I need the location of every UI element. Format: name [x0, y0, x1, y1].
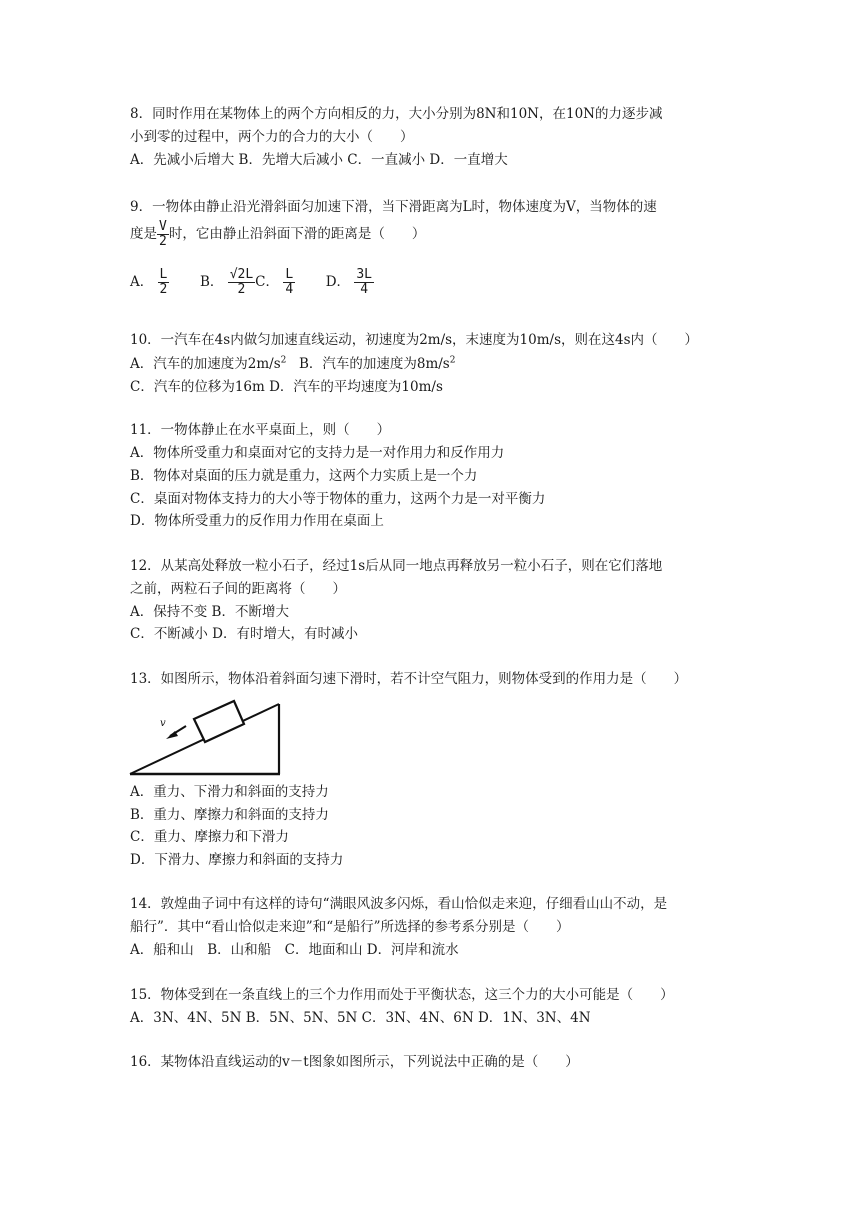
- q14-line-2: 船行”．其中“看山恰似走来迎”和“是船行”所选择的参考系分别是（ ）: [130, 919, 570, 935]
- q12-line-4: C．不断减小 D．有时增大，有时减小: [130, 626, 358, 642]
- q10-option-b-sup: 2: [449, 355, 456, 366]
- q8-line-1: 8．同时作用在某物体上的两个方向相反的力，大小分别为8N和10N，在10N的力逐步减: [130, 106, 663, 122]
- q9-option-d-fraction: [354, 268, 374, 297]
- incline-diagram: [128, 698, 284, 778]
- q9-option-b-num: √2L: [229, 267, 254, 282]
- q9-option-d-label: D．: [325, 274, 351, 290]
- q9-line-2-post: 时，它由静止沿斜面下滑的距离是（ ）: [168, 226, 426, 242]
- q9-frac-num: V: [159, 219, 167, 234]
- q11-option-b: B．物体对桌面的压力就是重力，这两个力实质上是一个力: [130, 468, 478, 484]
- q9-option-c-fraction: [283, 268, 295, 297]
- q9-option-c-den: 4: [285, 282, 294, 297]
- q10-line-3: C．汽车的位移为16m D．汽车的平均速度为10m/s: [130, 379, 443, 395]
- q12-line-2: 之前，两粒石子间的距离将（ ）: [130, 581, 346, 597]
- q8-options: A．先减小后增大 B．先增大后减小 C．一直减小 D．一直增大: [130, 152, 508, 168]
- q13-line-1: 13．如图所示，物体沿着斜面匀速下滑时，若不计空气阻力，则物体受到的作用力是（ ）: [130, 671, 688, 687]
- q9-option-a-den: 2: [159, 282, 168, 297]
- q10-option-a-sup: 2: [280, 355, 287, 366]
- q9-option-a-label: A．: [130, 274, 154, 290]
- q9-fraction-v-over-2: [157, 220, 169, 249]
- q9-line-1: 9．一物体由静止沿光滑斜面匀加速下滑，当下滑距离为L时，物体速度为V，当物体的速: [130, 199, 657, 215]
- q9-option-d-num: 3L: [356, 267, 373, 282]
- q9-option-b-fraction: [228, 268, 255, 297]
- q9-option-d-den: 4: [360, 282, 369, 297]
- q8-line-2: 小到零的过程中，两个力的合力的大小（ ）: [130, 129, 414, 145]
- sliding-block: [194, 701, 244, 742]
- q9-option-a-num: L: [159, 267, 168, 282]
- q9-option-c-label: C．: [255, 274, 280, 290]
- q11-option-c: C．桌面对物体支持力的大小等于物体的重力，这两个力是一对平衡力: [130, 491, 546, 507]
- q12-line-3: A．保持不变 B．不断增大: [130, 604, 289, 620]
- q10-option-a: A．汽车的加速度为2m/s: [130, 356, 281, 372]
- q9-option-a-fraction: [158, 268, 170, 297]
- q15-line-2: A．3N、4N、5N B．5N、5N、5N C．3N、4N、6N D．1N、3N、4N: [130, 1010, 591, 1026]
- q9-option-b-label: B．: [199, 274, 224, 290]
- q9-option-b-den: 2: [237, 282, 246, 297]
- q9-options: [130, 268, 374, 297]
- q12-line-1: 12．从某高处释放一粒小石子，经过1s后从同一地点再释放另一粒小石子，则在它们落地: [130, 558, 663, 574]
- q10-option-b: B．汽车的加速度为8m/s: [298, 356, 450, 372]
- q9-line-2: [130, 220, 425, 249]
- q10-line-1: 10．一汽车在4s内做匀加速直线运动，初速度为2m/s，末速度为10m/s，则在这4s内（ ）: [130, 332, 699, 348]
- q15-line-1: 15．物体受到在一条直线上的三个力作用而处于平衡状态，这三个力的大小可能是（ ）: [130, 987, 674, 1003]
- q14-line-1: 14．敦煌曲子词中有这样的诗句“满眼风波多闪烁，看山恰似走来迎，仔细看山山不动，是: [130, 896, 668, 912]
- q9-line-2-pre: 度是: [130, 226, 157, 242]
- q14-line-3: A．船和山 B．山和船 C．地面和山 D．河岸和流水: [130, 942, 459, 958]
- q13-option-b: B．重力、摩擦力和斜面的支持力: [130, 807, 329, 823]
- velocity-label: v: [160, 718, 166, 729]
- q10-line-2: [130, 354, 455, 374]
- q13-option-d: D．下滑力、摩擦力和斜面的支持力: [130, 852, 344, 868]
- q9-option-c-num: L: [285, 267, 294, 282]
- q9-frac-den: 2: [159, 234, 167, 249]
- q11-option-d: D．物体所受重力的反作用力作用在桌面上: [130, 513, 384, 529]
- q11-option-a: A．物体所受重力和桌面对它的支持力是一对作用力和反作用力: [130, 445, 505, 461]
- q11-line-1: 11．一物体静止在水平桌面上，则（ ）: [130, 422, 391, 438]
- q16-line-1: 16．某物体沿直线运动的v－t图象如图所示，下列说法中正确的是（ ）: [130, 1054, 579, 1070]
- q13-option-a: A．重力、下滑力和斜面的支持力: [130, 784, 329, 800]
- q13-option-c: C．重力、摩擦力和下滑力: [130, 829, 289, 845]
